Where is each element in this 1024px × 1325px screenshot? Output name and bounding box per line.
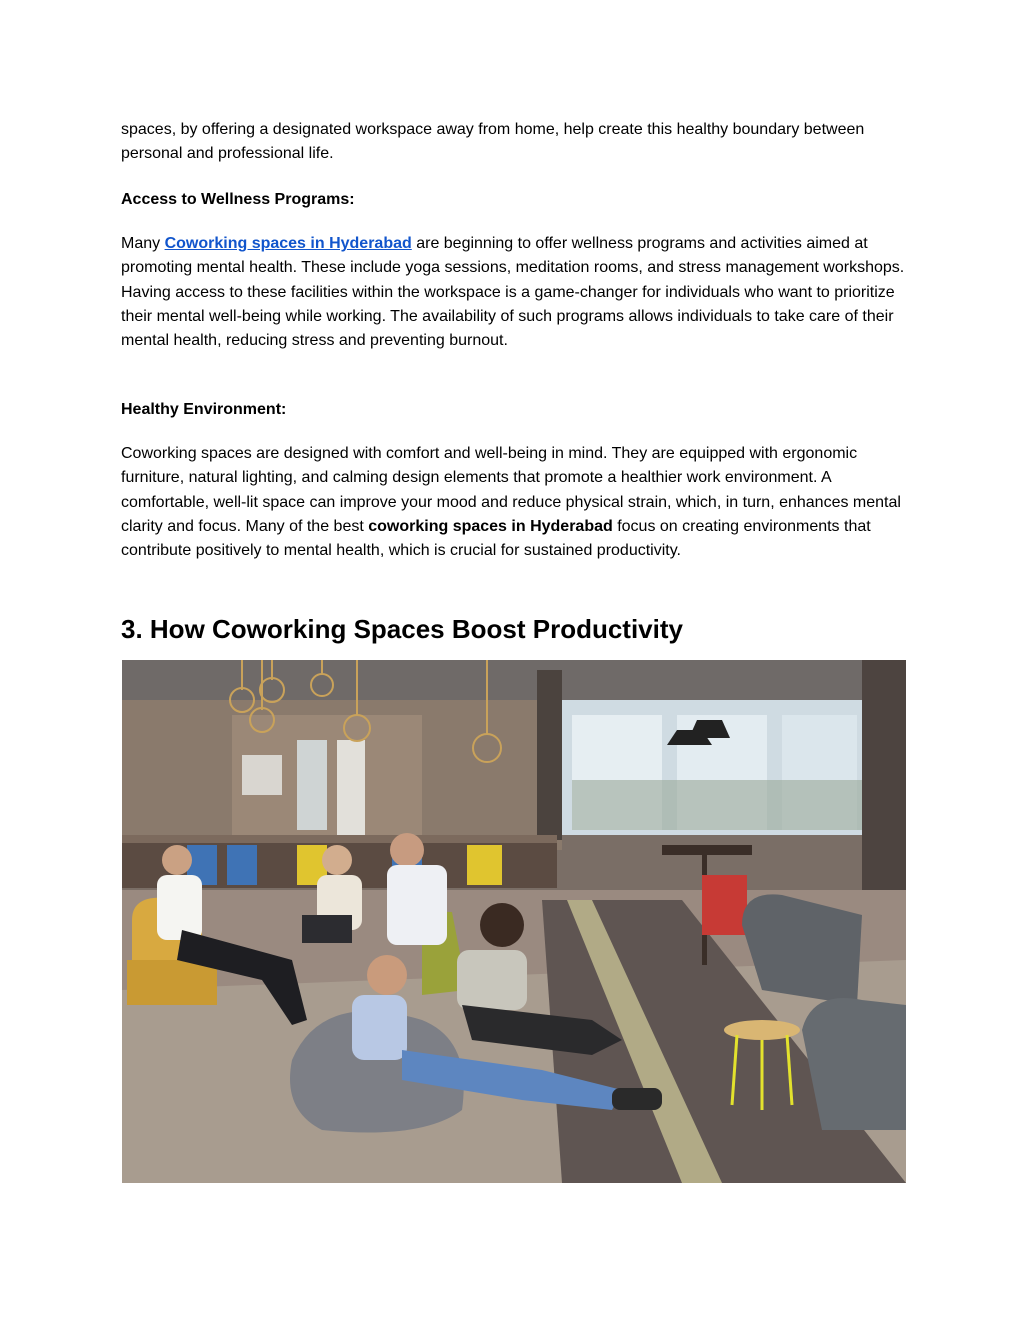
coworking-lounge-photo xyxy=(122,660,906,1183)
section-heading: 3. How Coworking Spaces Boost Productivity xyxy=(121,614,683,644)
wellness-text-before: Many xyxy=(121,235,165,252)
wellness-heading: Access to Wellness Programs: xyxy=(121,191,355,208)
environment-paragraph xyxy=(121,442,911,563)
environment-heading: Healthy Environment: xyxy=(121,401,287,418)
environment-bold-text: coworking spaces in Hyderabad xyxy=(368,517,613,535)
wellness-paragraph xyxy=(121,232,911,353)
wellness-text-after: are beginning to offer wellness programs and activities aimed at promoting mental health. These include yoga sessions, meditation rooms, and stress management workshops. Having access to these facilities within the workspace is a game-changer for individuals who want to prioritize their mental well-being while working. The availability of such programs allows individuals to take care of their mental health, reducing stress and preventing burnout. xyxy=(121,235,905,350)
coworking-hyderabad-link[interactable]: Coworking spaces in Hyderabad xyxy=(164,235,412,252)
environment-text-after: focus on creating environments that contribute positively to mental health, which is crucial for sustained productivity. xyxy=(121,517,871,560)
intro-paragraph: spaces, by offering a designated workspace away from home, help create this healthy boundary between personal and professional life. xyxy=(121,121,865,163)
environment-text-before: Coworking spaces are designed with comfort and well-being in mind. They are equipped with ergonomic furniture, natural lighting, and calming design elements that promote a healthier work environment. A comfortable, well-lit space can improve your mood and reduce physical strain, which, in turn, enhances mental clarity and focus. Many of the best xyxy=(121,445,901,535)
